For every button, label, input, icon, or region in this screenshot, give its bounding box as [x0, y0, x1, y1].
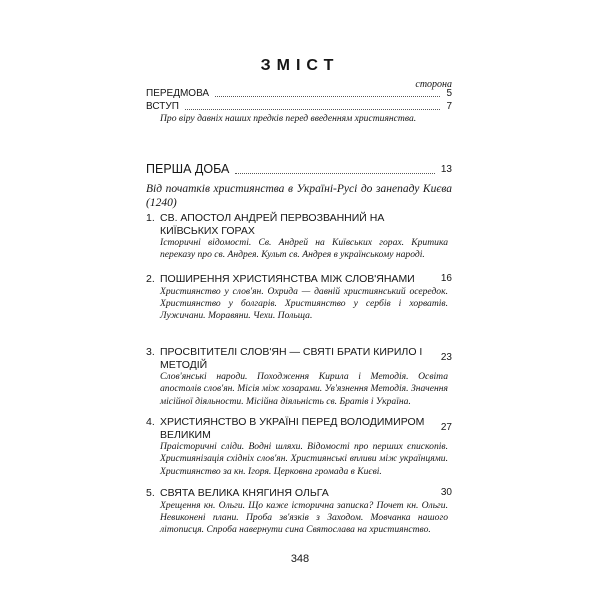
- toc-page-number: 23: [440, 352, 452, 363]
- toc-chapter-heading: [146, 212, 452, 237]
- toc-chapter-title: ХРИСТИЯНСТВО В УКРАЇНІ ПЕРЕД ВОЛОДИМИРОМ ВЕЛИКИМ: [160, 416, 425, 441]
- toc-entry-label: ВСТУП: [146, 101, 179, 112]
- toc-page-number: 16: [440, 273, 452, 284]
- toc-chapter-heading: [146, 346, 452, 371]
- toc-chapter-number: 3.: [146, 346, 155, 358]
- toc-entry-label: ПЕРЕДМОВА: [146, 88, 210, 99]
- toc-chapter-title: ПРОСВІТИТЕЛІ СЛОВ'ЯН — СВЯТІ БРАТИ КИРИЛО І МЕТОДІЙ: [160, 346, 423, 371]
- toc-chapter-number: 2.: [146, 273, 155, 285]
- toc-chapter-description: Праісторичні сліди. Водні шляхи. Відомості про перших єпископів. Християнізація східніх слов'ян. Християнські впливи між українцями. Християнство за кн. Ігоря. Церковна громада в Києві.: [160, 441, 448, 477]
- toc-chapter-description: Хрещення кн. Ольги. Що каже історична записка? Почет кн. Ольги. Невиконені плани. Проба зв'язків з Заходом. Мовчанка нашого літописця. Спроба навернути сина Святослава на християнство.: [160, 499, 448, 536]
- toc-page-number: 30: [440, 487, 452, 498]
- toc-chapter-description: Слов'янські народи. Походження Кирила і Методія. Освіта апостолів слов'ян. Місія між хозарами. Ув'язнення Методія. Значення місійної діяльности. Місійна діяльність св. Братів і Україна.: [160, 371, 448, 407]
- toc-entry-introduction[interactable]: [146, 101, 452, 125]
- toc-page-number: 5: [446, 88, 452, 99]
- dot-leader: [215, 96, 440, 97]
- toc-chapter-5[interactable]: [146, 487, 452, 536]
- toc-chapter-2[interactable]: [146, 273, 452, 322]
- page-title: ЗМІСТ: [260, 57, 340, 74]
- page-number-footer: 348: [290, 553, 310, 565]
- toc-chapter-heading: [146, 416, 452, 441]
- toc-part-subtitle: Від початків християнства в Україні-Русі до занепаду Києва (1240): [146, 183, 452, 209]
- toc-chapter-heading: [146, 273, 452, 286]
- toc-line: [146, 162, 452, 177]
- toc-chapter-4[interactable]: [146, 416, 452, 478]
- toc-line: [146, 101, 452, 113]
- toc-chapter-description: Історичні відомості. Св. Андрей на Київських горах. Критика переказу про св. Андрея. Культ св. Андрея в українському народі.: [160, 237, 448, 261]
- dot-leader: [185, 109, 441, 110]
- toc-part-first-era[interactable]: [146, 162, 452, 210]
- toc-chapter-heading: [146, 487, 452, 500]
- toc-line: [146, 88, 452, 100]
- page-column-label: сторона: [415, 79, 452, 90]
- toc-chapter-3[interactable]: [146, 346, 452, 408]
- toc-page-number: 27: [440, 422, 452, 433]
- toc-chapter-number: 1.: [146, 212, 155, 224]
- toc-part-label: ПЕРША ДОБА: [146, 162, 230, 176]
- toc-page-number: 13: [440, 164, 452, 175]
- toc-chapter-title: СВ. АПОСТОЛ АНДРЕЙ ПЕРВОЗВАННИЙ НА КИЇВСЬКИХ ГОРАХ: [160, 212, 385, 237]
- toc-entry-foreword[interactable]: [146, 88, 452, 100]
- toc-chapter-title: ПОШИРЕННЯ ХРИСТИЯНСТВА МІЖ СЛОВ'ЯНАМИ: [160, 273, 415, 285]
- toc-entry-description: Про віру давніх наших предків перед введенням християнства.: [160, 113, 417, 124]
- dot-leader: [235, 173, 434, 174]
- toc-chapter-1[interactable]: [146, 212, 452, 262]
- toc-chapter-number: 4.: [146, 416, 155, 428]
- toc-page-number: 7: [446, 101, 452, 112]
- toc-chapter-description: Християнство у слов'ян. Охрида — давній християнський осередок. Християнство у болгарів. Християнство у сербів і хорватів. Лужичани. Моравяни. Чехи. Польща.: [160, 285, 448, 322]
- toc-chapter-number: 5.: [146, 487, 155, 499]
- toc-chapter-title: СВЯТА ВЕЛИКА КНЯГИНЯ ОЛЬГА: [160, 487, 329, 499]
